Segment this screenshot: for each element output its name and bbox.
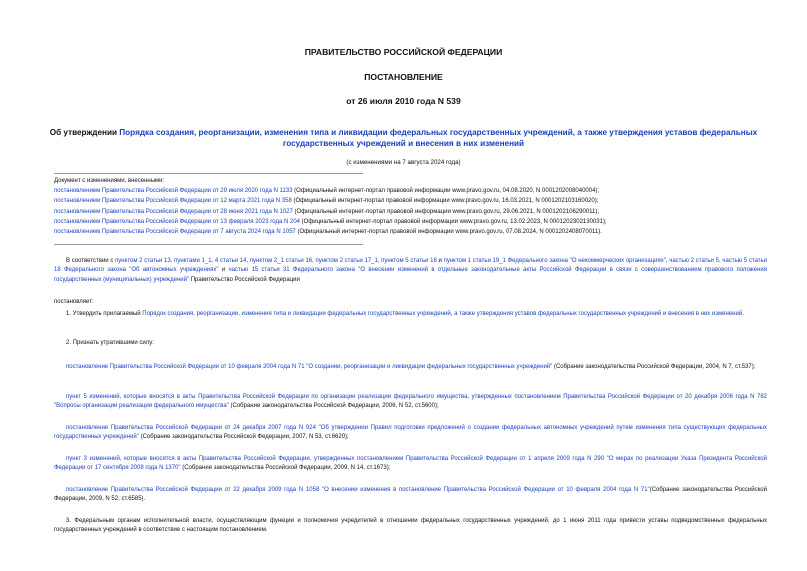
change-item <box>54 217 774 227</box>
revision-note: (с изменениями на 7 августа 2024 года) <box>346 159 461 166</box>
change-source: (Официальный интернет-портал правовой информации www.pravo.gov.ru, 04.08.2020, N 0001202008040004); <box>292 188 600 195</box>
preamble-paragraph <box>54 257 767 285</box>
changes-bottom-divider <box>54 244 363 245</box>
change-link[interactable]: постановлением Правительства Российской Федерации от 7 августа 2024 года N 1057 <box>54 229 296 236</box>
change-item <box>54 196 774 206</box>
preamble-link-nko-19[interactable]: пунктом 1 статьи 19_1 Федерального закона "О некоммерческих организациях" <box>443 258 666 264</box>
repealed-link[interactable]: пункт 5 изменений, которые вносятся в акты Правительства Российской Федерации по организации реализации федерального имущества, утвержденных постановлением Правительства Российской Федерации от 20 декабря 2006 года N 782 "Вопросы организации реализации федерального имущества" <box>54 394 767 410</box>
repealed-item <box>54 424 767 443</box>
repealed-source: (Собрание законодательства Российской Федерации, 2009, N 14, ст.1673); <box>180 465 391 472</box>
document-type-heading: ПОСТАНОВЛЕНИЕ <box>364 72 443 82</box>
repealed-link[interactable]: постановление Правительства Российской Федерации от 10 февраля 2004 года N 71 "О создании, реорганизации и ликвидации федеральных государственных учреждений" <box>66 364 553 370</box>
item-2-paragraph: 2. Признать утратившими силу: <box>66 340 154 346</box>
change-link[interactable]: постановлением Правительства Российской Федерации от 13 февраля 2023 года N 204 <box>54 218 300 225</box>
preamble-text: , <box>665 258 670 264</box>
repealed-source: (Собрание законодательства Российской Федерации, 2004, N 7, ст.537); <box>552 364 756 370</box>
changes-block <box>54 176 774 237</box>
repealed-item <box>54 455 767 474</box>
preamble-text: и <box>218 267 229 274</box>
repealed-link[interactable]: постановление Правительства Российской Федерации от 24 декабря 2007 года N 924 "Об утверждении Правил подготовки предложений о создании федеральных автономных учреждений путем изменения типа существующих федеральных государственных учреждений" <box>54 425 767 441</box>
change-item <box>54 227 774 237</box>
preamble-link-autonomous[interactable]: частью 2 статьи 5, частью 5 статьи 18 Федерального закона "Об автономных учреждениях" <box>54 258 768 274</box>
preamble-text: Правительство Российской Федерации <box>189 276 300 283</box>
preamble-link-amendments[interactable]: частью 15 статьи 31 Федерального закона "О внесении изменений в отдельные законодательные акты Российской Федерации в связи с совершенствованием правового положения государственных (муниципальных) учреждений" <box>54 267 768 283</box>
change-item <box>54 207 774 217</box>
decides-line: постановляет: <box>54 299 94 305</box>
issuer-heading: ПРАВИТЕЛЬСТВО РОССИЙСКОЙ ФЕДЕРАЦИИ <box>304 47 503 57</box>
preamble-text: и <box>436 258 444 264</box>
change-source: (Официальный интернет-портал правовой информации www.pravo.gov.ru, 13.02.2023, N 0001202302130031); <box>300 218 607 225</box>
item-1-text: 1. Утвердить прилагаемый <box>66 311 143 317</box>
repealed-source: (Собрание законодательства Российской Федерации, 2007, N 53, ст.6620); <box>138 434 349 441</box>
preamble-link-nko[interactable]: пунктом 2 статьи 13, пунктами 1_1, 4 статьи 14, пунктом 2_1 статьи 16, пунктом 2 статьи 17_1, пунктом 5 статьи 18 <box>115 258 437 264</box>
repealed-item <box>54 393 767 412</box>
change-source: (Официальный интернет-портал правовой информации www.pravo.gov.ru, 29.06.2021, N 0001202106290011); <box>292 208 600 215</box>
document-date-heading: от 26 июля 2010 года N 539 <box>346 96 461 106</box>
change-source: (Официальный интернет-портал правовой информации www.pravo.gov.ru, 16.03.2021, N 0001202103160020); <box>291 198 599 205</box>
change-item <box>54 186 774 196</box>
changes-top-divider <box>54 173 363 174</box>
title-link[interactable]: Порядка создания, реорганизации, изменения типа и ликвидации федеральных государственных учреждений, а также утверждения уставов федеральных государственных учреждений и внесения в них изменений <box>119 128 758 148</box>
change-source: (Официальный интернет-портал правовой информации www.pravo.gov.ru, 07.08.2024, N 0001202408070011). <box>295 229 602 236</box>
changes-heading: Документ с изменениями, внесенными: <box>54 178 165 184</box>
item-1-text: . <box>742 311 744 317</box>
repealed-source: (Собрание законодательства Российской Федерации, 2009, N 52, ст.6585). <box>54 487 768 503</box>
repealed-item <box>54 363 767 372</box>
item-3-paragraph: 3. Федеральным органам исполнительной власти, осуществляющим функции и полномочия учредителей в отношении федеральных государственных учреждений, до 1 июня 2011 года привести уставы подведомственных федеральных государственных учреждений в соответствие с настоящим постановлением. <box>54 518 767 534</box>
repealed-item <box>54 486 767 505</box>
repealed-link[interactable]: постановление Правительства Российской Федерации от 22 декабря 2009 года N 1058 "О внесении изменения в постановление Правительства Российской Федерации от 10 февраля 2004 года N 71" <box>66 487 650 493</box>
title-prefix: Об утверждении <box>49 128 120 137</box>
preamble-text: В соответствии с <box>66 258 116 264</box>
document-title <box>40 127 767 149</box>
repealed-link[interactable]: пункт 3 изменений, которые вносятся в акты Правительства Российской Федерации, утвержденных постановлением Правительства Российской Федерации от 1 апреля 2009 года N 290 "О мерах по реализации Указа Президента Российской Федерации от 17 сентября 2008 года N 1370" <box>54 456 767 472</box>
repealed-source: (Собрание законодательства Российской Федерации, 2006, N 52, ст.5600); <box>228 403 439 410</box>
change-link[interactable]: постановлением Правительства Российской Федерации от 12 марта 2021 года N 358 <box>54 198 292 205</box>
item-1-paragraph <box>54 310 767 319</box>
item-1-link[interactable]: Порядок создания, реорганизации, изменения типа и ликвидации федеральных государственных учреждений, а также утверждения уставов федеральных государственных учреждений и внесения в них изменений <box>142 311 743 317</box>
change-link[interactable]: постановлением Правительства Российской Федерации от 29 июля 2020 года N 1133 <box>54 188 293 195</box>
change-link[interactable]: постановлением Правительства Российской Федерации от 28 июня 2021 года N 1027 <box>54 208 293 215</box>
